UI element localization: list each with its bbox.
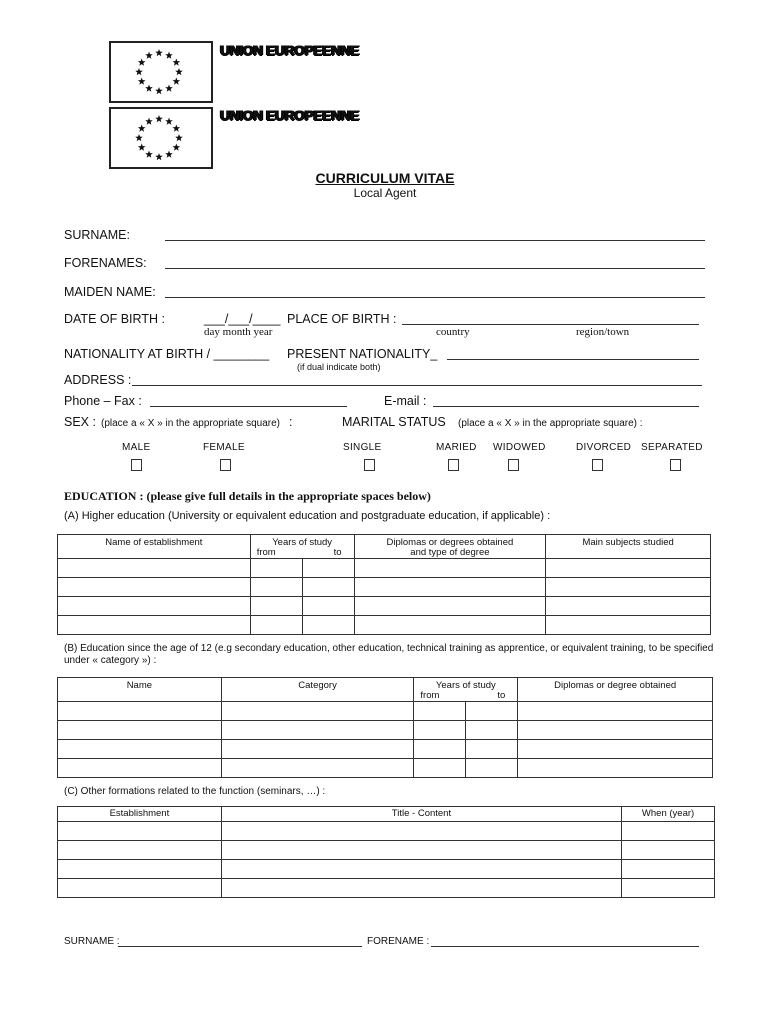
marital-status-note: (place a « X » in the appropriate square) : <box>458 418 643 429</box>
table-row[interactable] <box>58 740 713 759</box>
document-subtitle: Local Agent <box>353 186 417 200</box>
eu-stars-icon <box>111 109 211 167</box>
female-checkbox[interactable] <box>220 459 231 471</box>
sex-option-male: MALE <box>122 442 151 453</box>
table-row[interactable] <box>58 578 711 597</box>
star-icon <box>173 59 181 66</box>
separated-checkbox[interactable] <box>670 459 681 471</box>
header-diplomas: Diplomas or degree obtained <box>518 678 713 702</box>
surname-label: SURNAME: <box>64 228 130 242</box>
table-row[interactable] <box>58 616 711 635</box>
present-nationality-field[interactable] <box>447 359 699 360</box>
table-row[interactable] <box>58 597 711 616</box>
star-icon <box>135 68 143 75</box>
email-field[interactable] <box>433 406 699 407</box>
star-icon <box>165 52 173 59</box>
footer-surname-field[interactable] <box>118 946 362 947</box>
header-from: from <box>256 547 276 558</box>
place-of-birth-field[interactable] <box>402 324 699 325</box>
star-icon <box>145 52 153 59</box>
footer-forename-label: FORENAME : <box>367 936 430 947</box>
header-years-of-study: Years of study from to <box>250 535 354 559</box>
dob-label: DATE OF BIRTH : <box>64 312 165 326</box>
header-name: Name <box>58 678 222 702</box>
header-when-year: When (year) <box>622 807 715 822</box>
footer-surname-label: SURNAME : <box>64 936 120 947</box>
address-field[interactable] <box>132 385 702 386</box>
sex-option-female: FEMALE <box>203 442 245 453</box>
secondary-education-table <box>57 677 713 778</box>
surname-field[interactable] <box>165 240 705 241</box>
table-row[interactable] <box>58 879 715 898</box>
nationality-birth-label: NATIONALITY AT BIRTH / ________ <box>64 347 270 361</box>
email-label: E-mail : <box>384 394 427 408</box>
other-formations-table <box>57 806 715 898</box>
header-main-subjects: Main subjects studied <box>546 535 711 559</box>
table-row[interactable] <box>58 759 713 778</box>
header-category: Category <box>221 678 414 702</box>
widowed-checkbox[interactable] <box>508 459 519 471</box>
star-icon <box>173 78 181 85</box>
header-years-of-study: Years of study from to <box>414 678 518 702</box>
table-row[interactable] <box>58 721 713 740</box>
present-nationality-label: PRESENT NATIONALITY_ <box>287 347 438 361</box>
male-checkbox[interactable] <box>131 459 142 471</box>
org-name-top: UNION EUROPEENNE <box>220 42 360 58</box>
table-row[interactable] <box>58 841 715 860</box>
sex-note: (place a « X » in the appropriate square) <box>101 418 280 429</box>
table-row[interactable] <box>58 702 713 721</box>
footer-forename-field[interactable] <box>431 946 699 947</box>
star-icon <box>145 84 153 91</box>
star-icon <box>145 118 153 125</box>
star-icon <box>173 125 181 132</box>
star-icon <box>173 144 181 151</box>
star-icon <box>175 68 183 75</box>
header-from: from <box>420 690 440 701</box>
header-establishment: Establishment <box>58 807 222 822</box>
maiden-name-label: MAIDEN NAME: <box>64 285 156 299</box>
star-icon <box>165 150 173 157</box>
other-formations-note: (C) Other formations related to the function (seminars, …) : <box>64 786 326 797</box>
address-label: ADDRESS : <box>64 373 132 387</box>
star-icon <box>155 115 163 122</box>
eu-stars-icon <box>111 43 211 101</box>
forenames-label: FORENAMES: <box>64 256 147 270</box>
star-icon <box>138 125 146 132</box>
header-diplomas: Diplomas or degrees obtained and type of degree <box>354 535 546 559</box>
marital-option-separated: SEPARATED <box>641 442 703 453</box>
divorced-checkbox[interactable] <box>592 459 603 471</box>
header-to: to <box>333 547 342 558</box>
table-row[interactable] <box>58 860 715 879</box>
star-icon <box>138 78 146 85</box>
sex-colon: : <box>289 415 293 429</box>
star-icon <box>155 153 163 160</box>
phone-fax-label: Phone – Fax : <box>64 394 142 408</box>
sex-label: SEX : <box>64 415 96 429</box>
header-title-content: Title - Content <box>221 807 621 822</box>
higher-education-note: (A) Higher education (University or equivalent education and postgraduate education, if applicable) : <box>64 510 551 522</box>
star-icon <box>138 59 146 66</box>
marital-option-divorced: DIVORCED <box>576 442 632 453</box>
marital-option-single: SINGLE <box>343 442 382 453</box>
marital-status-label: MARITAL STATUS <box>342 415 446 429</box>
eu-flag-logo-top <box>109 41 213 103</box>
org-name-bottom: UNION EUROPEENNE <box>220 107 360 123</box>
table-row[interactable] <box>58 822 715 841</box>
dual-nationality-hint: (if dual indicate both) <box>297 362 381 372</box>
region-hint: region/town <box>576 326 630 338</box>
star-icon <box>155 49 163 56</box>
document-title: CURRICULUM VITAE <box>315 170 455 186</box>
table-row[interactable] <box>58 559 711 578</box>
dob-hint: day month year <box>204 326 273 338</box>
phone-fax-field[interactable] <box>150 406 347 407</box>
country-hint: country <box>436 326 470 338</box>
marital-option-maried: MARIED <box>436 442 477 453</box>
secondary-education-note: (B) Education since the age of 12 (e.g secondary education, other education, technical training as apprentice, or equivalent training, to be specified under « category ») : <box>64 643 714 666</box>
higher-education-table <box>57 534 711 635</box>
star-icon <box>135 134 143 141</box>
header-establishment: Name of establishment <box>58 535 251 559</box>
education-heading: EDUCATION : (please give full details in the appropriate spaces below) <box>64 489 431 503</box>
star-icon <box>175 134 183 141</box>
star-icon <box>138 144 146 151</box>
header-to: to <box>497 690 506 701</box>
star-icon <box>165 118 173 125</box>
star-icon <box>145 150 153 157</box>
star-icon <box>155 87 163 94</box>
eu-flag-logo-bottom <box>109 107 213 169</box>
single-checkbox[interactable] <box>364 459 375 471</box>
star-icon <box>165 84 173 91</box>
maried-checkbox[interactable] <box>448 459 459 471</box>
maiden-name-field[interactable] <box>165 297 705 298</box>
marital-option-widowed: WIDOWED <box>493 442 546 453</box>
forenames-field[interactable] <box>165 268 705 269</box>
place-of-birth-label: PLACE OF BIRTH : <box>287 312 397 326</box>
dob-field[interactable]: ___/___/____ <box>204 312 281 326</box>
